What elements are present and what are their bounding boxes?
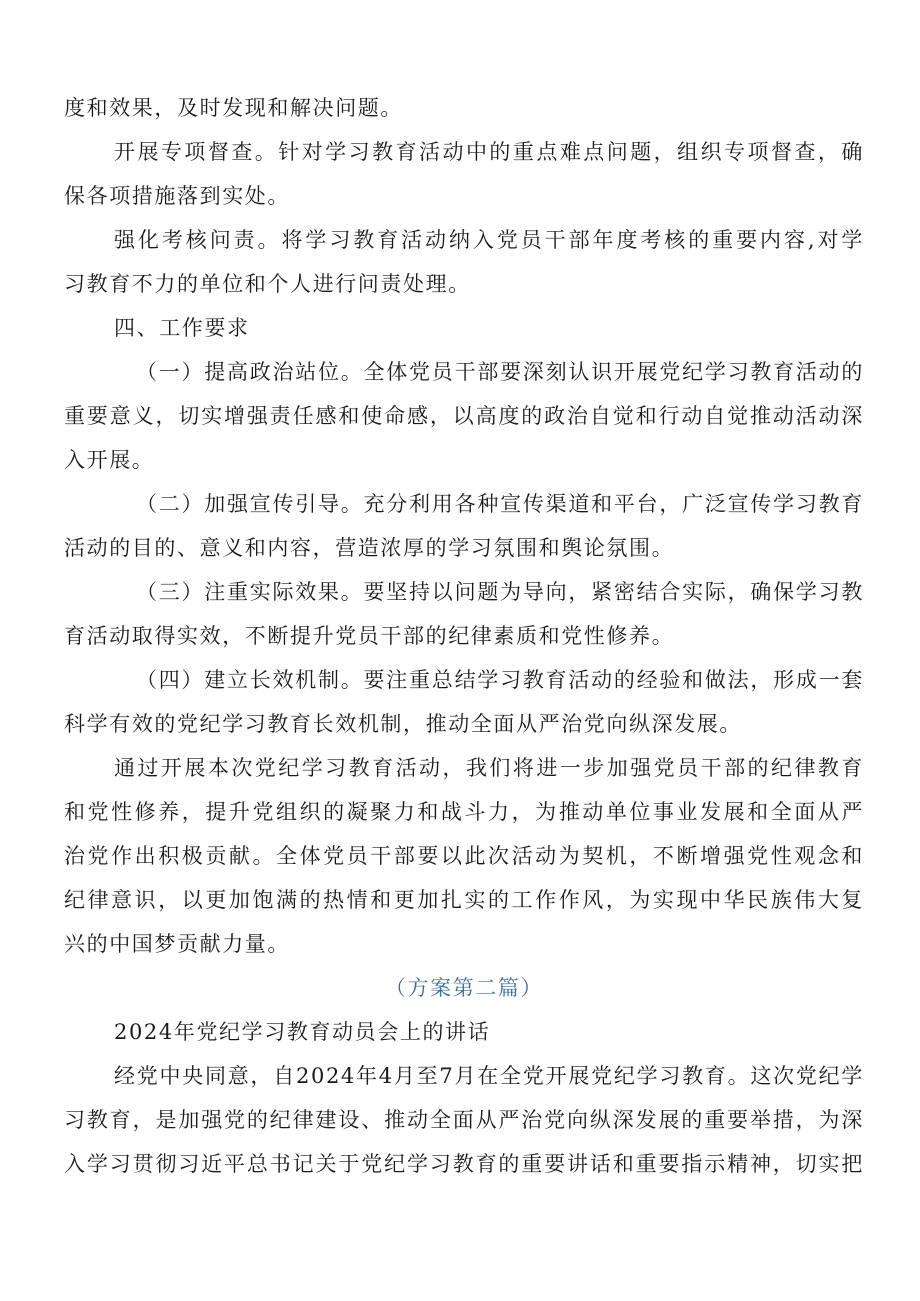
section-heading-work-requirements: 四、工作要求: [114, 316, 250, 340]
section-title-second-plan: （方案第二篇）: [384, 976, 544, 1000]
text-line-13: 育活动取得实效，不断提升党员干部的纪律素质和党性修养。: [64, 624, 675, 648]
text-line-19: 纪律意识，以更加饱满的热情和更加扎实的工作作风，为实现中华民族伟大复: [64, 888, 864, 912]
text-line-17: 和党性修养，提升党组织的凝聚力和战斗力，为推动单位事业发展和全面从严: [64, 800, 864, 824]
text-line-20: 兴的中国梦贡献力量。: [64, 932, 290, 956]
text-line-16: 通过开展本次党纪学习教育活动，我们将进一步加强党员干部的纪律教育: [114, 756, 864, 780]
text-line-5: 习教育不力的单位和个人进行问责处理。: [64, 272, 471, 296]
text-line-24: 习教育，是加强党的纪律建设、推动全面从严治党向纵深发展的重要举措，为深: [64, 1108, 864, 1132]
text-line-18: 治党作出积极贡献。全体党员干部要以此次活动为契机，不断增强党性观念和: [64, 844, 864, 868]
text-line-9: 入开展。: [64, 448, 155, 472]
text-line-1: 度和效果，及时发现和解决问题。: [64, 96, 403, 120]
text-line-8: 重要意义，切实增强责任感和使命感，以高度的政治自觉和行动自觉推动活动深: [64, 404, 864, 428]
text-line-11: 活动的目的、意义和内容，营造浓厚的学习氛围和舆论氛围。: [64, 536, 675, 560]
text-line-10: （二）加强宣传引导。充分利用各种宣传渠道和平台，广泛宣传学习教育: [136, 492, 864, 516]
text-line-2: 开展专项督查。针对学习教育活动中的重点难点问题，组织专项督查，确: [114, 140, 864, 164]
text-line-12: （三）注重实际效果。要坚持以问题为导向，紧密结合实际，确保学习教: [136, 580, 864, 604]
text-line-3: 保各项措施落到实处。: [64, 184, 290, 208]
document-page: [64, 86, 864, 1186]
text-line-14: （四）建立长效机制。要注重总结学习教育活动的经验和做法，形成一套: [136, 668, 864, 692]
text-line-25: 入学习贯彻习近平总书记关于党纪学习教育的重要讲话和重要指示精神，切实把: [64, 1152, 864, 1176]
text-line-4: 强化考核问责。将学习教育活动纳入党员干部年度考核的重要内容,对学: [114, 228, 864, 252]
text-line-7: （一）提高政治站位。全体党员干部要深刻认识开展党纪学习教育活动的: [136, 360, 864, 384]
speech-title: 2024年党纪学习教育动员会上的讲话: [114, 1020, 491, 1044]
text-line-15: 科学有效的党纪学习教育长效机制，推动全面从严治党向纵深发展。: [64, 712, 742, 736]
text-line-23: 经党中央同意，自2024年4月至7月在全党开展党纪学习教育。这次党纪学: [114, 1064, 864, 1088]
